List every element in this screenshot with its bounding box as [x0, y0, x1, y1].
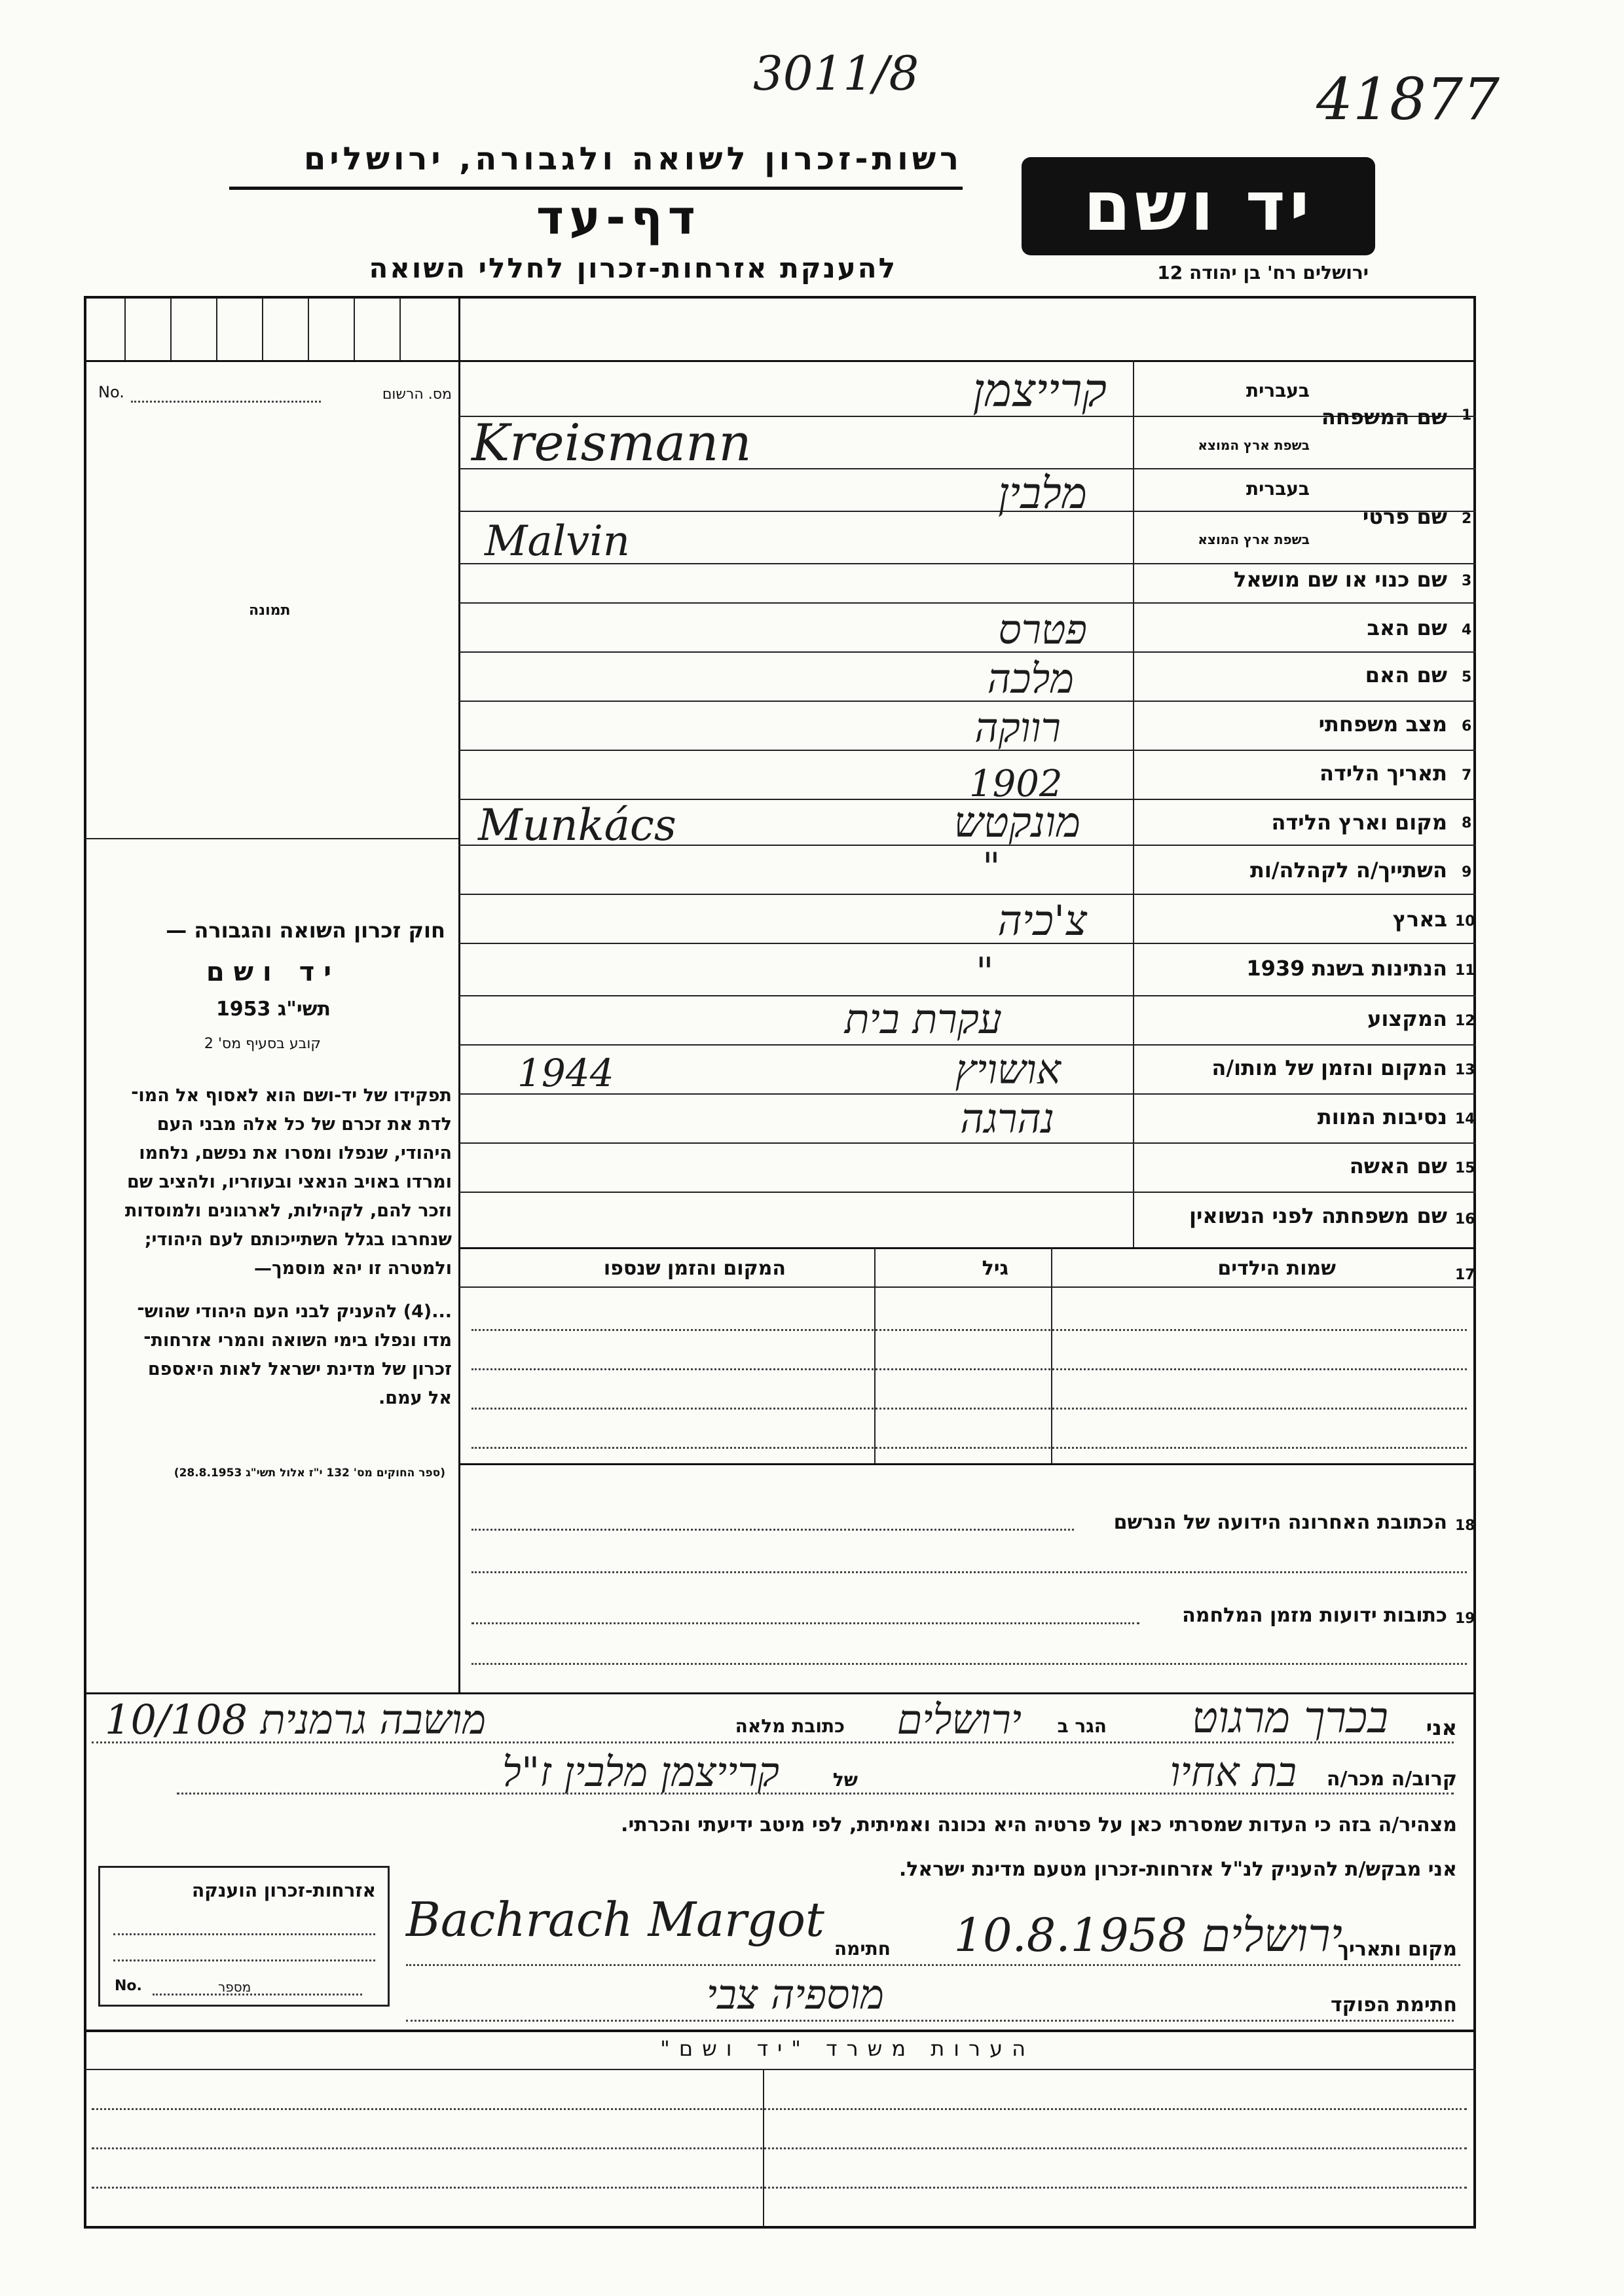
law-text-line: אל עמם.	[378, 1388, 452, 1408]
children-place-header: המקום והזמן שנספו	[603, 1257, 786, 1280]
form-subtitle: להענקת אזרחות-זכרון לחללי השואה	[369, 252, 897, 284]
place-date-label: מקום ותאריך	[1337, 1938, 1457, 1961]
field-10-label: בארץ	[1392, 907, 1447, 932]
field-16-label: שם משפחתה לפני הנשואין	[1189, 1203, 1447, 1228]
photo-label: תמונה	[249, 602, 291, 619]
remarks-title: הערות משרד "יד ושם"	[660, 2036, 1035, 2061]
field-12-num: 12	[1455, 1013, 1475, 1029]
field-14-value: נהרגה	[960, 1095, 1054, 1142]
field-1-sub-origin: בשפת ארץ המוצא	[1198, 437, 1310, 453]
field-2-label: שם פרטי	[1362, 504, 1447, 529]
field-18-label: הכתובת האחרונה הידועה של הנרשם	[1113, 1511, 1447, 1534]
law-name: יד ושם	[206, 957, 341, 987]
deceased-name: קרייצמן מלבין ז"ל	[502, 1748, 779, 1796]
field-2-sub-hebrew: בעברית	[1246, 478, 1310, 500]
citizenship-box-title: אזרחות-זכרון הוענקה	[192, 1880, 376, 1901]
place-date-value: ירושלים 10.8.1958	[953, 1908, 1342, 1962]
field-1-num: 1	[1462, 407, 1472, 424]
registration-boxes	[85, 298, 458, 360]
law-text-line: תפקידו של יד-ושם הוא לאסוף אל המו־	[131, 1085, 452, 1106]
field-12-label: המקצוע	[1367, 1006, 1447, 1031]
form-title: דף-עד	[536, 190, 701, 245]
law-text-line: זכרון של מדינת ישראל לאות היאספם	[147, 1359, 452, 1379]
field-11-label: הנתינות בשנת 1939	[1246, 956, 1447, 981]
law-text-line: ...(4) להעניק לבני העם היהודי שהוש־	[137, 1302, 452, 1322]
declarant-city: ירושלים	[896, 1696, 1022, 1743]
field-8-value-hebrew: מונקטש	[953, 799, 1080, 847]
field-12-value: עקרת בית	[844, 995, 1002, 1043]
law-citation: (ספר החוקים מס' 132 י"ז אלול תשי"ג 28.8.1953)	[174, 1467, 445, 1480]
law-text-line: מדו ונפלו בימי השואה והמרי אזרחות־	[143, 1330, 452, 1351]
archive-number: 3011/8	[753, 46, 919, 101]
decl-address-label: כתובת מלאה	[735, 1715, 845, 1737]
field-2-num: 2	[1462, 511, 1472, 527]
field-10-num: 10	[1455, 913, 1475, 930]
field-14-label: נסיבות המוות	[1317, 1104, 1447, 1129]
field-1-value-hebrew: קרייצמן	[972, 363, 1107, 417]
field-1-label: שם המשפחה	[1321, 405, 1447, 429]
field-2-value-hebrew: מלבין	[998, 468, 1087, 519]
address: ירושלים רח' בן יהודה 12	[1157, 262, 1369, 283]
field-5-num: 5	[1462, 669, 1472, 685]
field-13-label: המקום והזמן של מותו/ה	[1211, 1055, 1447, 1080]
registration-no-label: No.	[98, 383, 124, 401]
citizenship-box-mispar: מספר	[218, 1979, 251, 1995]
field-19-label: כתובות ידועות מזמן המלחמה	[1182, 1604, 1447, 1627]
logo-text: יד ושם	[1083, 166, 1314, 246]
field-15-num: 15	[1455, 1160, 1475, 1176]
law-text-line: ולמטרה זו יהא מוסמך—	[253, 1258, 452, 1279]
officer-signature: מוספיה צבי	[706, 1971, 884, 2018]
field-7-value: 1902	[969, 763, 1063, 805]
field-5-label: שם האם	[1365, 663, 1447, 687]
law-clause: קובע בסעיף מס' 2	[204, 1036, 321, 1052]
field-2-value-latin: Malvin	[485, 517, 630, 566]
decl-line-2: אני מבקש/ת להעניק לנ"ל אזרחות-זכרון מטעם מדינת ישראל.	[898, 1858, 1457, 1881]
page-number: 41877	[1316, 65, 1500, 133]
law-text	[85, 1082, 452, 1413]
decl-resides-label: הגר ב	[1057, 1715, 1107, 1737]
law-title: חוק זכרון השואה והגבורה —	[166, 918, 445, 943]
field-17-num: 17	[1455, 1267, 1475, 1283]
law-text-line: היהודי, שנפלו ומסרו את נפשם, נלחמו	[139, 1143, 452, 1163]
field-13-value-place: אושויץ	[955, 1046, 1061, 1093]
law-text-line: וזכר להם, לקהילות, לארגונים ולמוסדות	[124, 1201, 452, 1221]
field-9-label: השתייך/ה לקהלה/ות	[1249, 858, 1447, 883]
field-16-num: 16	[1455, 1211, 1475, 1228]
field-3-label: שם כנוי או שם מושאל	[1233, 567, 1447, 592]
field-1-sub-hebrew: בעברית	[1246, 380, 1310, 401]
field-11-value: "	[976, 949, 994, 995]
field-3-num: 3	[1462, 573, 1472, 589]
declarant-name: בכרך מרגוט	[1192, 1692, 1388, 1743]
field-8-value-latin: Munkács	[478, 800, 676, 850]
field-4-value: פטרס	[998, 606, 1087, 653]
field-4-label: שם האב	[1367, 615, 1447, 640]
field-13-num: 13	[1455, 1062, 1475, 1078]
declarant-relation: בת אחיו	[1170, 1748, 1297, 1796]
children-names-header: שמות הילדים	[1217, 1257, 1336, 1280]
officer-label: חתימת הפוקד	[1331, 1994, 1457, 2016]
field-19-num: 19	[1455, 1611, 1475, 1627]
authority-line: רשות-זכרון לשואה ולגבורה, ירושלים	[303, 141, 963, 177]
citizenship-box	[98, 1866, 390, 2007]
field-6-num: 6	[1462, 718, 1472, 735]
field-4-num: 4	[1462, 622, 1472, 638]
field-14-num: 14	[1455, 1111, 1475, 1127]
law-year: תשי"ג 1953	[215, 998, 331, 1021]
children-age-header: גיל	[982, 1257, 1008, 1280]
field-5-value: מלכה	[987, 655, 1074, 702]
registration-label: מס. הרשום	[382, 386, 452, 403]
law-text-line: שנחרבו בגלל השתייכותם לעם היהודי;	[144, 1230, 452, 1250]
law-text-line: ומרדו באויב הנאצי ובעוזריו, ולהציב שם	[126, 1172, 452, 1192]
field-11-num: 11	[1455, 962, 1475, 979]
field-6-value: רווקה	[974, 704, 1061, 752]
field-8-num: 8	[1462, 815, 1472, 831]
field-2-sub-origin: בשפת ארץ המוצא	[1198, 532, 1310, 547]
field-8-label: מקום וארץ הלידה	[1271, 810, 1447, 835]
law-text-line: לדת את זכרם של כל אלה מבני העם	[157, 1114, 452, 1135]
field-9-num: 9	[1462, 864, 1472, 881]
declarant-signature: Bachrach Margot	[406, 1892, 824, 1947]
field-13-value-year: 1944	[517, 1051, 614, 1095]
signature-label: חתימה	[834, 1938, 891, 1959]
decl-line-1: מצהיר/ה בזה כי העדות שמסרתי כאן על פרטיה היא נכונה ואמיתית, לפי מיטב ידיעתי והכרתי.	[621, 1813, 1457, 1836]
field-15-label: שם האשה	[1349, 1154, 1447, 1178]
field-18-num: 18	[1455, 1518, 1475, 1534]
field-7-label: תאריך הלידה	[1319, 761, 1447, 786]
decl-of-label: של	[832, 1769, 858, 1791]
field-7-num: 7	[1462, 767, 1472, 784]
field-9-value: "	[982, 845, 1001, 890]
field-1-value-latin: Kreismann	[471, 414, 752, 473]
yad-vashem-logo	[1022, 157, 1375, 255]
decl-ani: אני	[1426, 1715, 1457, 1740]
citizenship-box-no: No.	[115, 1978, 142, 1994]
decl-relation-label: קרוב/ה מכר/ה	[1326, 1768, 1457, 1791]
declarant-address: מושבה גרמנית 10/108	[105, 1696, 487, 1743]
field-10-value: צ'כיה	[997, 897, 1087, 945]
field-6-label: מצב משפחתי	[1318, 712, 1447, 737]
